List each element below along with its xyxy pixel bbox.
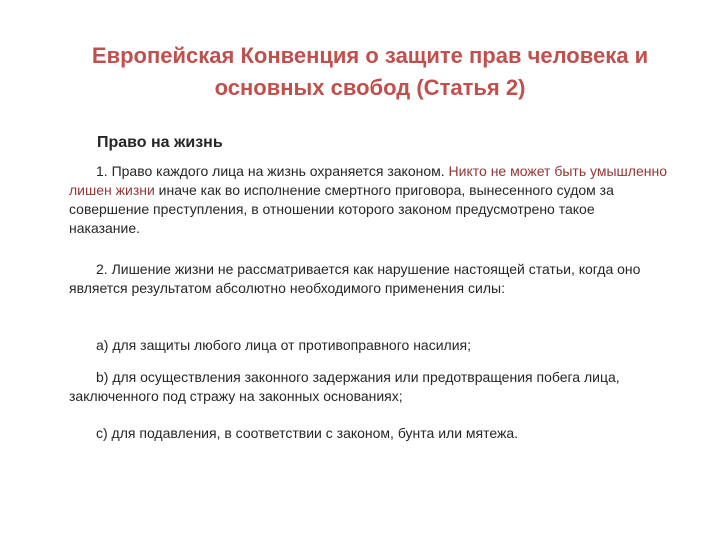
paragraph-1-text-end: иначе как во исполнение смертного приговора, вынесенного судом за совершение преступления, в отношении которого законом предусмотрено такое наказание. [69, 182, 614, 236]
list-item-b-text: b) для осуществления законного задержания или предотвращения побега лица, заключенного под стражу на законных основаниях; [69, 369, 620, 404]
paragraph-1 [69, 162, 669, 238]
paragraph-2 [69, 260, 669, 298]
paragraph-1-text-start: 1. Право каждого лица на жизнь охраняется законом. [96, 163, 449, 179]
list-item-c-text: с) для подавления, в соответствии с законом, бунта или мятежа. [96, 425, 519, 441]
list-item-a [69, 336, 669, 355]
section-heading: Право на жизнь [97, 134, 223, 151]
paragraph-2-text: 2. Лишение жизни не рассматривается как нарушение настоящей статьи, когда оно является результатом абсолютно необходимого применения силы: [69, 261, 641, 296]
list-item-a-text: а) для защиты любого лица от противоправного насилия; [96, 337, 471, 353]
list-item-b [69, 368, 669, 406]
slide-title-line2: основных свобод (Статья 2) [214, 75, 526, 100]
paragraph-1-highlight: Никто не может быть умышленно лишен жизни [69, 163, 667, 198]
list-item-c [69, 424, 669, 443]
slide-title [60, 40, 680, 104]
slide-title-line1: Европейская Конвенция о защите прав человека и [91, 43, 649, 68]
